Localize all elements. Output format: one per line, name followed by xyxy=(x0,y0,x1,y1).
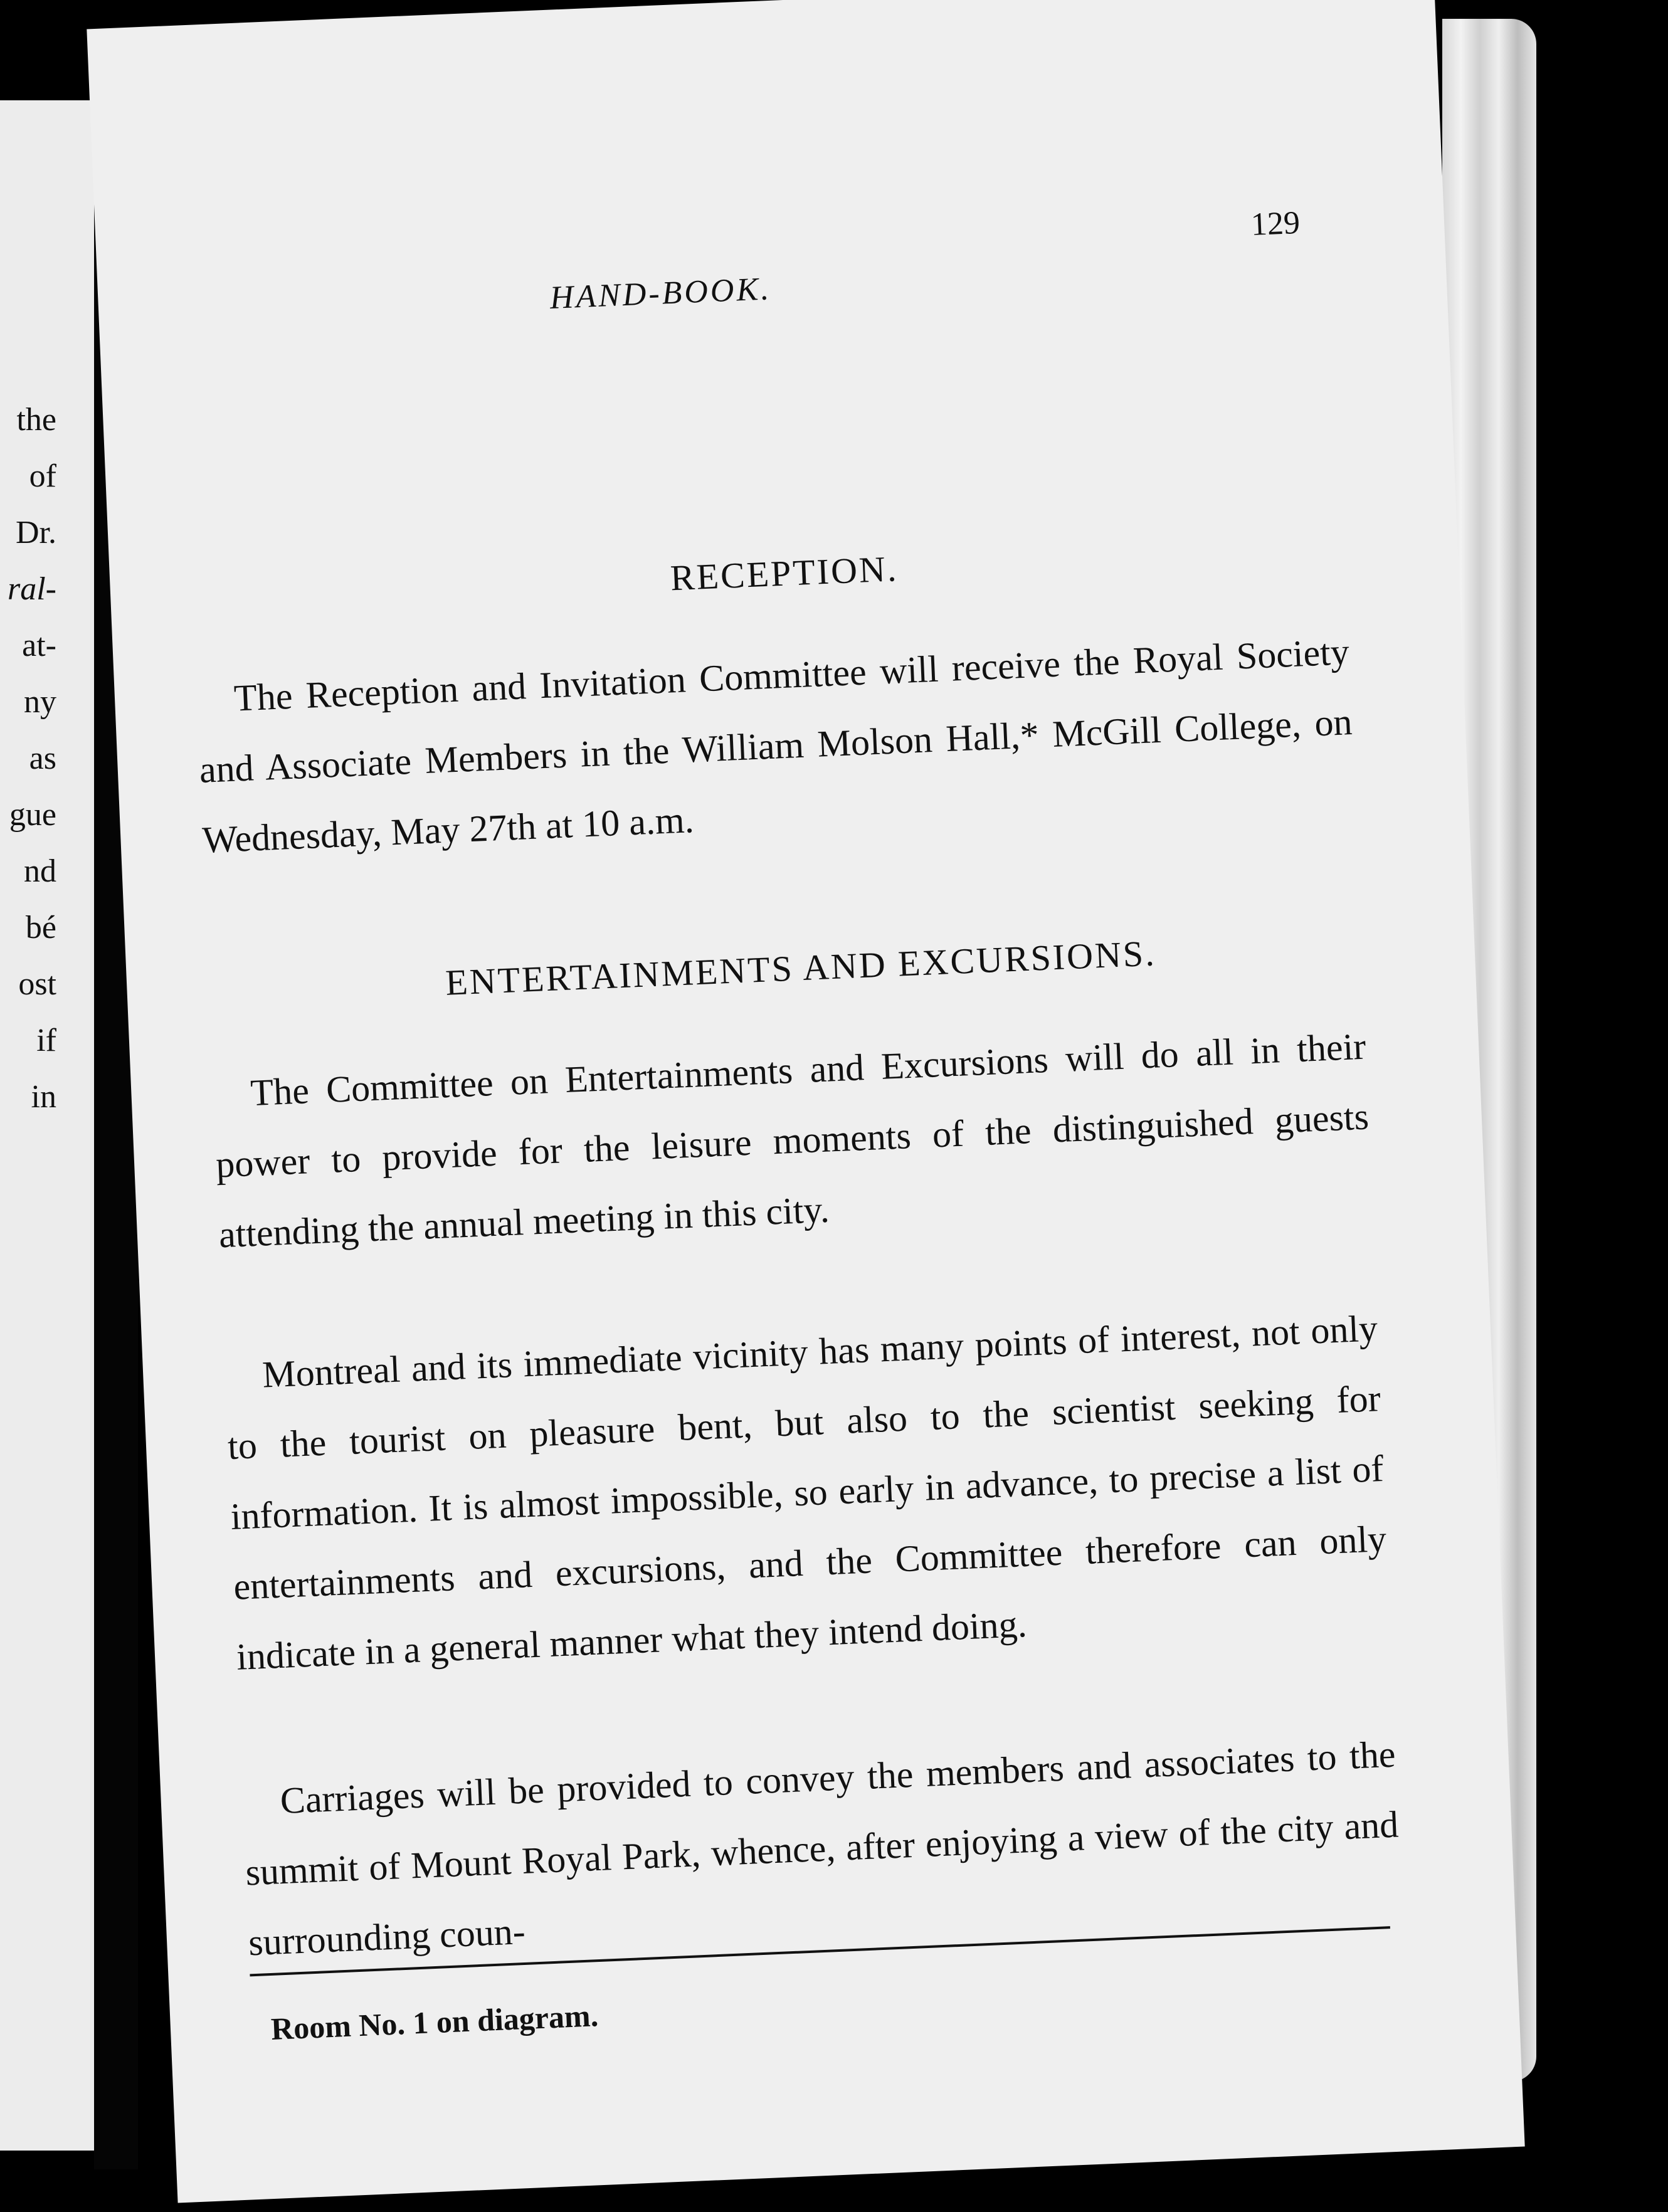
paragraph xyxy=(195,616,1356,875)
section-heading-entertainments: ENTERTAINMENTS AND EXCURSIONS. xyxy=(445,932,1157,1003)
left-page-word: in xyxy=(31,1079,56,1115)
left-page-word: ral- xyxy=(8,571,56,607)
left-page-word: at- xyxy=(22,628,56,663)
left-page-word: Dr. xyxy=(16,515,56,550)
paragraph-text: The Committee on Entertainments and Excursions will do all in their power to provide for the leisure moments of the distinguished guests attending the annual meeting in this city. xyxy=(214,1025,1370,1256)
paragraph-text: Carriages will be provided to convey the members and associates to the summit of Mount Royal Park, whence, after enjoying a view of the city and surrounding coun- xyxy=(245,1733,1400,1964)
footnote: Room No. 1 on diagram. xyxy=(270,1998,599,2047)
paragraph-text: Montreal and its immediate vicinity has many points of interest, not only to the tourist on pleasure bent, but also to the scientist seeking for information. It is almost impossible, so early in advance, to precise a list of entertainments and excursions, and the Committee therefore can only indicate in a general manner what they intend doing. xyxy=(226,1307,1388,1678)
paragraph xyxy=(241,1719,1403,1978)
left-page-word: the xyxy=(16,402,56,438)
left-page-word: ost xyxy=(18,966,56,1002)
paragraph xyxy=(211,1011,1373,1270)
left-page-word: if xyxy=(36,1023,56,1058)
paragraph-text: The Reception and Invitation Committee will receive the Royal Society and Associate Members in the William Molson Hall,* McGill College, on Wednesday, May 27th at 10 a.m. xyxy=(198,631,1353,861)
left-page-word: as xyxy=(29,740,56,776)
left-page-word: bé xyxy=(25,910,56,945)
left-page-word: ny xyxy=(24,684,56,720)
section-heading-reception: RECEPTION. xyxy=(669,548,899,599)
left-page-word: gue xyxy=(9,797,56,833)
running-head: HAND-BOOK. xyxy=(549,271,773,316)
left-page-fragment xyxy=(0,100,94,2151)
book-page xyxy=(87,0,1524,2203)
left-page-word: nd xyxy=(24,853,56,889)
page-number: 129 xyxy=(1250,204,1301,243)
left-page-word: of xyxy=(29,458,56,494)
paragraph xyxy=(223,1293,1391,1692)
